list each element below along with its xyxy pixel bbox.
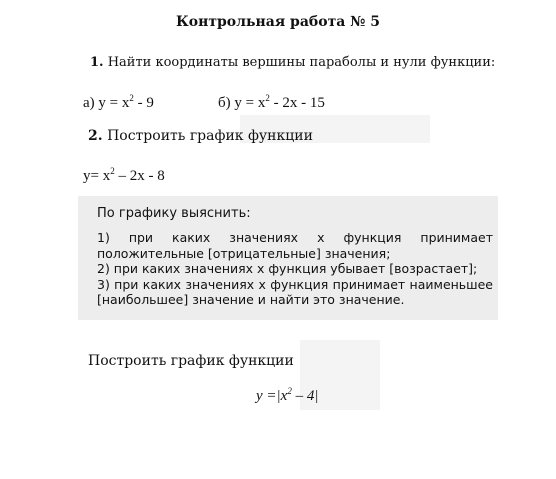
- task-2-text: Построить график функции: [107, 128, 313, 144]
- task-2: [88, 128, 313, 144]
- equation-task-3: $y =|x^2 - 4|$: [256, 386, 319, 404]
- equation-task-2: $y= x^2 - 2x - 8$: [83, 166, 165, 184]
- list-item: 3) при каких значениях x функция принимает наименьшее [наибольшее] значение и найти это значение.: [97, 276, 493, 307]
- list-item: 1) при каких значениях x функция принимает положительные [отрицательные] значения;: [97, 230, 493, 261]
- task-2-number: 2.: [88, 128, 103, 144]
- page-title: Контрольная работа № 5: [176, 14, 381, 30]
- task-1-number: 1.: [90, 55, 104, 70]
- task-3-text: Построить график функции: [88, 353, 294, 369]
- equation-b: б) $y = x^2 - 2x - 15$: [218, 93, 325, 111]
- equation-a: а) $y = x^2 - 9$: [83, 93, 154, 111]
- clarify-list: [97, 230, 493, 308]
- clarify-title: По графику выяснить:: [97, 206, 251, 221]
- task-1-text: Найти координаты вершины параболы и нули функции:: [107, 55, 496, 70]
- list-item: 2) при каких значениях x функция убывает [возрастает];: [97, 261, 478, 276]
- task-1: [90, 55, 495, 70]
